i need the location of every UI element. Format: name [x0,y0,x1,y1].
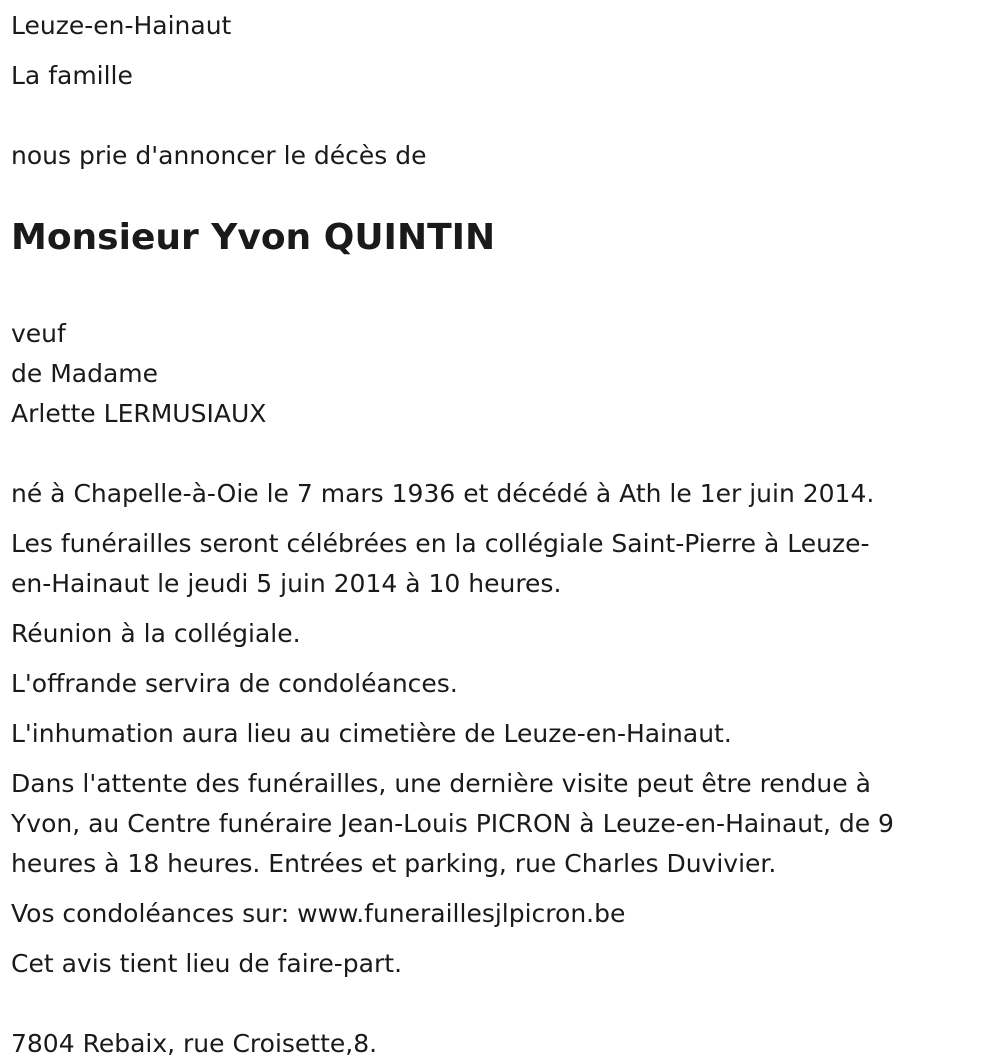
place: Leuze-en-Hainaut [11,11,232,40]
announcement: nous prie d'annoncer le décès de [11,141,427,170]
address: 7804 Rebaix, rue Croisette,8. [11,1029,378,1058]
visit-paragraph [11,764,951,884]
funeral-line: Les funérailles seront célébrées en la collégiale Saint-Pierre à Leuze- [11,529,870,558]
visit-line: heures à 18 heures. Entrées et parking, rue Charles Duvivier. [11,849,777,878]
burial-paragraph: L'inhumation aura lieu au cimetière de Leuze-en-Hainaut. [11,719,732,748]
visit-line: Yvon, au Centre funéraire Jean-Louis PICRON à Leuze-en-Hainaut, de 9 [11,809,894,838]
spouse-block [11,314,951,434]
family: La famille [11,61,133,90]
spouse-of: de Madame [11,359,159,388]
funeral-line: en-Hainaut le jeudi 5 juin 2014 à 10 heures. [11,569,562,598]
spouse-name: Arlette LERMUSIAUX [11,399,267,428]
condolences-paragraph: Vos condoléances sur: www.funeraillesjlpicron.be [11,899,626,928]
funeral-paragraph [11,524,951,604]
death-notice [11,0,951,1064]
spouse-status: veuf [11,319,66,348]
deceased-name: Monsieur Yvon QUINTIN [11,217,496,258]
offering-paragraph: L'offrande servira de condoléances. [11,669,458,698]
birth-death-paragraph: né à Chapelle-à-Oie le 7 mars 1936 et décédé à Ath le 1er juin 2014. [11,479,875,508]
visit-line: Dans l'attente des funérailles, une dernière visite peut être rendue à [11,769,871,798]
meeting-paragraph: Réunion à la collégiale. [11,619,301,648]
notice-paragraph: Cet avis tient lieu de faire-part. [11,949,403,978]
